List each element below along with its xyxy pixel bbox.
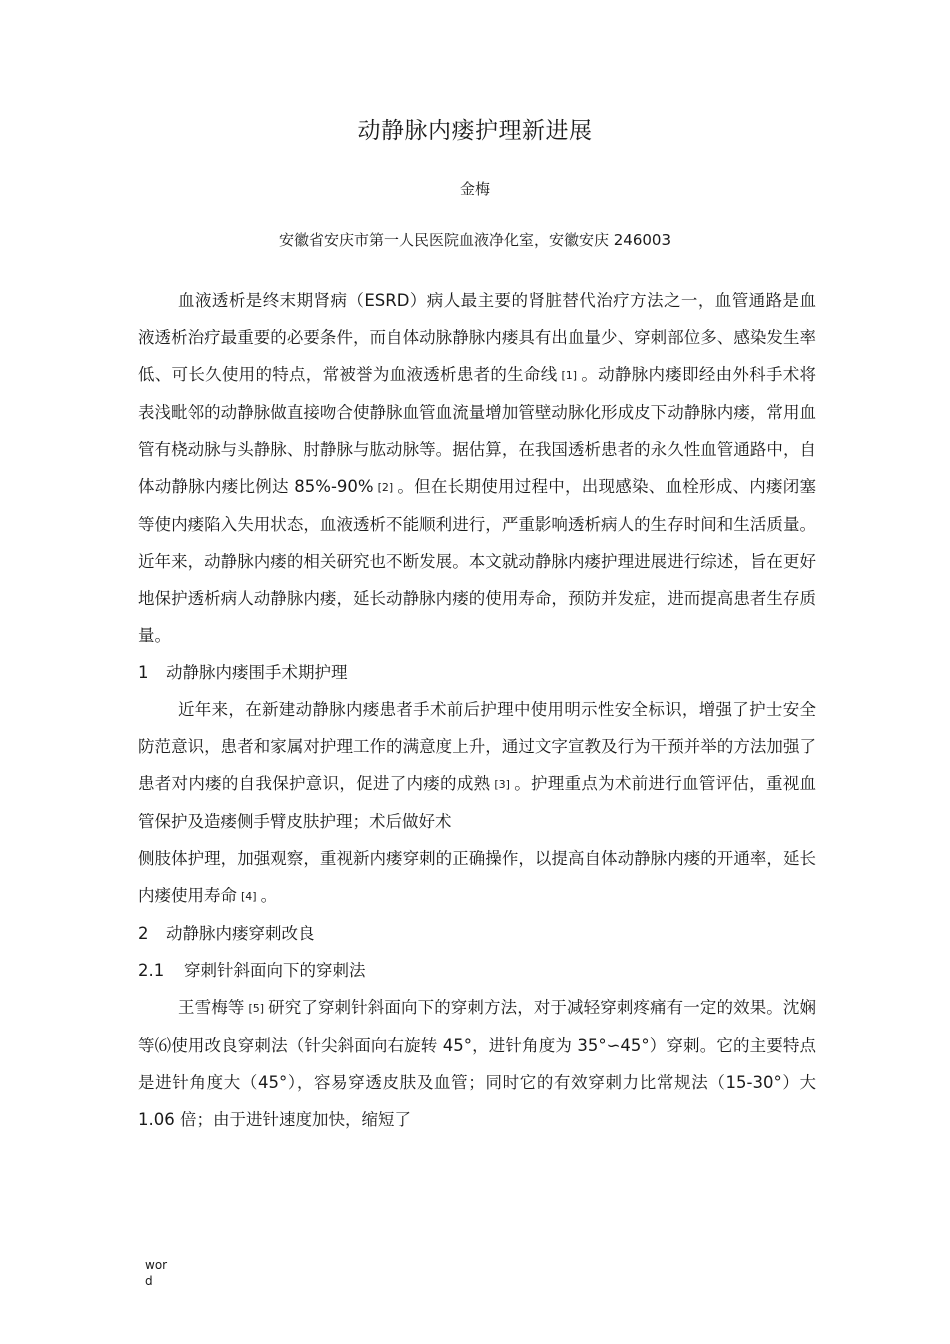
citation-4: [4] [241,890,257,903]
section-2-1-number: 2.1 [138,961,165,980]
section-2-1-heading [138,952,816,989]
section-1-number: 1 [138,663,149,682]
section-1-text-1: 近年来，在新建动静脉内瘘患者手术前后护理中使用明示性安全标识，增强了护士安全防范意识，患者和家属对护理工作的满意度上升，通过文字宣教及行为干预并举的方法加强了患者对内瘘的自我保护意识，促进了内瘘的成熟 [138,700,816,793]
section-2-heading [138,915,816,952]
section-1-paragraph [138,691,816,840]
document-title: 动静脉内瘘护理新进展 [357,118,593,144]
intro-paragraph [138,282,816,654]
intro-text-2: 。动静脉内瘘即经由外科手术将表浅毗邻的动静脉做直接吻合使静脉血管血流量增加管壁动脉化形成皮下动静脉内瘘，常用血管有桡动脉与头静脉、肘静脉与肱动脉等。据估算，在我国透析患者的永久性血管通路中，自体动静脉内瘘比例达 85%-90% [138,365,817,496]
intro-text-1: 血液透析是终末期肾病（ESRD）病人最主要的肾脏替代治疗方法之一，血管通路是血液透析治疗最重要的必要条件，而自体动脉静脉内瘘具有出血量少、穿刺部位多、感染发生率低、可长久使用的特点，常被誉为血液透析患者的生命线 [138,291,816,384]
citation-2: [2] [377,481,394,494]
section-2-1-text-2: 研究了穿刺针斜面向下的穿刺方法，对于减轻穿刺疼痛有一定的效果。沈娴等⑹使用改良穿刺法（针尖斜面向右旋转 45°，进针角度为 35°∽45°）穿刺。它的主要特点是进针角度大（45°），容易穿透皮肤及血管；同时它的有效穿刺力比常规法（15-30°）大 1.06 倍；由于进针速度加快，缩短了 [138,998,817,1129]
citation-3: [3] [494,778,510,791]
author-name: 金梅 [459,180,490,198]
document-body [138,282,816,1138]
citation-1: [1] [561,369,578,382]
section-1-heading [138,654,816,691]
citation-5: [5] [248,1002,265,1015]
section-2-title: 动静脉内瘘穿刺改良 [166,924,315,943]
section-1-text-2: 。护理重点为术前进行血管评估，重视血管保护及造瘘侧手臂皮肤护理；术后做好术 [138,774,817,831]
intro-text-3: 。但在长期使用过程中，出现感染、血栓形成、内瘘闭塞等使内瘘陷入失用状态，血液透析不能顺利进行，严重影响透析病人的生存时间和生活质量。近年来，动静脉内瘘的相关研究也不断发展。本文就动静脉内瘘护理进展进行综述，旨在更好地保护透析病人动静脉内瘘，延长动静脉内瘘的使用寿命，预防并发症，进而提高患者生存质量。 [138,477,817,645]
section-1-title: 动静脉内瘘围手术期护理 [166,663,348,682]
author-affiliation: 安徽省安庆市第一人民医院血液净化室，安徽安庆 246003 [278,231,672,249]
section-2-1-text-1: 王雪梅等 [178,998,245,1017]
section-2-1-title: 穿刺针斜面向下的穿刺法 [184,961,366,980]
section-1-text-3: 侧肢体护理，加强观察，重视新内瘘穿刺的正确操作，以提高自体动静脉内瘘的开通率，延长内瘘使用寿命 [138,849,816,905]
footer-watermark: word [145,1258,168,1288]
section-2-1-paragraph [138,989,816,1138]
section-1-paragraph-continued [138,840,816,915]
section-1-text-4: 。 [260,886,278,905]
section-2-number: 2 [138,924,149,943]
